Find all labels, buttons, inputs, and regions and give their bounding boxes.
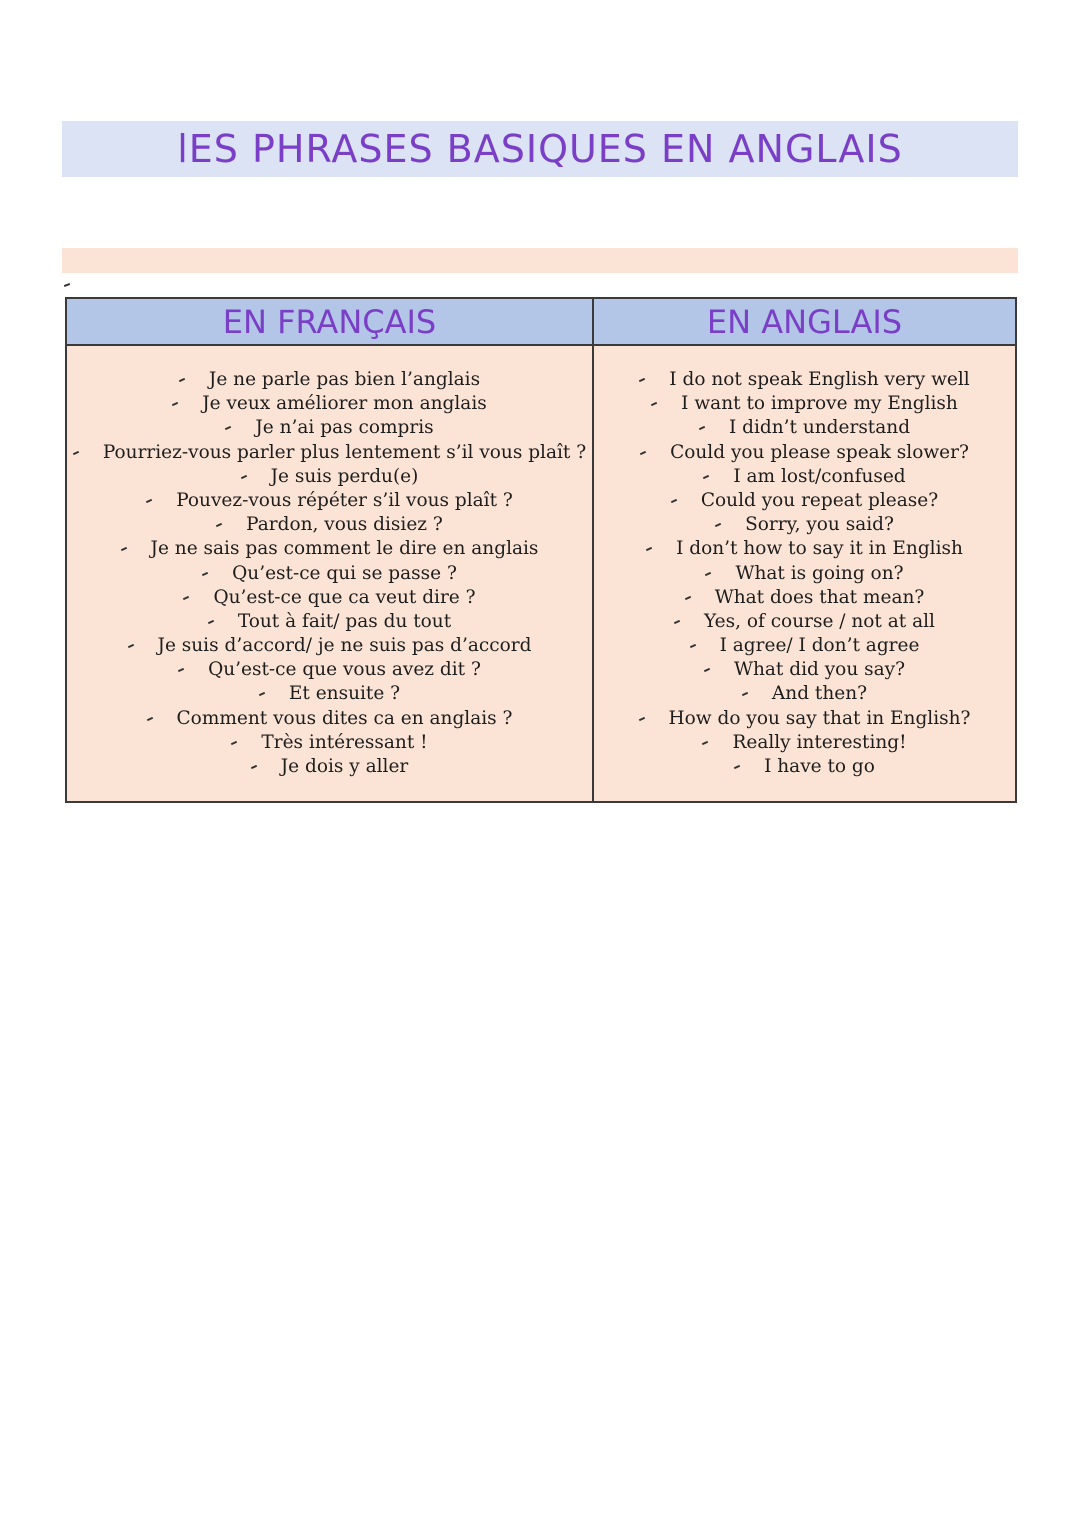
french-phrase-item	[67, 441, 592, 465]
phrase-text: Je ne sais pas comment le dire en anglais	[150, 538, 539, 560]
bullet-dash-icon	[715, 523, 721, 527]
title-banner	[62, 121, 1018, 177]
table-body-row	[66, 345, 1016, 802]
bullet-dash-icon	[742, 692, 748, 696]
bullet-dash-icon	[240, 475, 246, 479]
phrase-text: And then?	[771, 683, 868, 705]
french-column-header: EN FRANÇAIS	[66, 298, 593, 345]
french-phrase-item	[67, 537, 592, 561]
french-phrase-item	[67, 610, 592, 634]
french-cell	[66, 345, 593, 802]
french-phrase-item	[67, 513, 592, 537]
phrase-text: Qu’est-ce que vous avez dit ?	[208, 659, 481, 681]
french-phrase-item	[67, 682, 592, 706]
decorative-band	[62, 248, 1018, 273]
phrase-text: Je dois y aller	[280, 756, 409, 777]
french-phrase-item	[67, 562, 592, 586]
phrase-text: I do not speak English very well	[669, 369, 970, 390]
bullet-dash-icon	[646, 547, 652, 551]
phrase-text: Tout à fait/ pas du tout	[237, 610, 452, 632]
bullet-dash-icon	[640, 450, 646, 454]
english-phrase-item	[594, 586, 1015, 610]
bullet-dash-icon	[120, 547, 126, 551]
english-cell	[593, 345, 1016, 802]
bullet-dash-icon	[202, 571, 208, 575]
stray-dash-mark	[64, 283, 70, 287]
bullet-dash-icon	[671, 499, 677, 503]
phrase-text: What did you say?	[733, 659, 906, 681]
phrase-text: Je veux améliorer mon anglais	[202, 393, 487, 415]
english-phrase-item	[594, 634, 1015, 658]
english-phrase-item	[594, 392, 1015, 416]
bullet-dash-icon	[178, 668, 184, 672]
french-phrase-list	[67, 368, 592, 779]
phrase-text: Je suis perdu(e)	[270, 465, 419, 487]
bullet-dash-icon	[699, 426, 705, 430]
bullet-dash-icon	[251, 765, 257, 769]
english-phrase-item	[594, 416, 1015, 440]
phrase-text: I didn’t understand	[728, 417, 911, 439]
phrase-text: Je suis d’accord/ je ne suis pas d’accord	[157, 635, 532, 657]
phrase-text: Yes, of course / not at all	[704, 610, 935, 632]
phrase-text: How do you say that in English?	[668, 707, 971, 729]
french-phrase-item	[67, 416, 592, 440]
phrase-text: Pardon, vous disiez ?	[246, 514, 443, 536]
french-phrase-item	[67, 489, 592, 513]
english-phrase-item	[594, 562, 1015, 586]
phrase-text: I don’t how to say it in English	[676, 538, 963, 560]
phrase-text: What is going on?	[735, 562, 904, 584]
bullet-dash-icon	[146, 499, 152, 503]
english-phrase-item	[594, 489, 1015, 513]
english-phrase-item	[594, 610, 1015, 634]
table-header-row	[66, 298, 1016, 345]
bullet-dash-icon	[259, 692, 265, 696]
phrase-text: Pouvez-vous répéter s’il vous plaît ?	[176, 489, 513, 511]
phrase-text: Could you repeat please?	[700, 489, 939, 511]
page-title: lES PHRASES BASIQUES EN ANGLAIS	[177, 127, 903, 171]
phrase-text: I have to go	[764, 756, 875, 777]
english-phrase-item	[594, 441, 1015, 465]
bullet-dash-icon	[127, 644, 133, 648]
bullet-dash-icon	[651, 402, 657, 406]
bullet-dash-icon	[179, 378, 185, 382]
phrase-table	[65, 297, 1017, 803]
english-phrase-item	[594, 658, 1015, 682]
bullet-dash-icon	[674, 620, 680, 624]
phrase-text: What does that mean?	[714, 586, 925, 608]
bullet-dash-icon	[146, 716, 152, 720]
english-phrase-item	[594, 513, 1015, 537]
bullet-dash-icon	[734, 765, 740, 769]
french-phrase-item	[67, 465, 592, 489]
phrase-text: Could you please speak slower?	[670, 441, 969, 463]
english-phrase-item	[594, 707, 1015, 731]
bullet-dash-icon	[73, 450, 79, 454]
phrase-text: Qu’est-ce qui se passe ?	[232, 562, 457, 584]
bullet-dash-icon	[172, 402, 178, 406]
phrase-text: Sorry, you said?	[745, 514, 894, 536]
phrase-text: Qu’est-ce que ca veut dire ?	[213, 586, 476, 608]
phrase-text: I want to improve my English	[681, 393, 958, 415]
english-phrase-item	[594, 682, 1015, 706]
english-phrase-item	[594, 731, 1015, 755]
bullet-dash-icon	[702, 741, 708, 745]
bullet-dash-icon	[216, 523, 222, 527]
phrase-text: Comment vous dites ca en anglais ?	[176, 707, 513, 729]
french-phrase-item	[67, 392, 592, 416]
french-phrase-item	[67, 658, 592, 682]
phrase-text: Et ensuite ?	[288, 683, 401, 705]
english-phrase-item	[594, 537, 1015, 561]
bullet-dash-icon	[183, 596, 189, 600]
phrase-text: Pourriez-vous parler plus lentement s’il vous plaît ?	[102, 441, 587, 463]
french-phrase-item	[67, 731, 592, 755]
english-phrase-item	[594, 755, 1015, 779]
phrase-text: Je ne parle pas bien l’anglais	[208, 369, 481, 390]
bullet-dash-icon	[705, 571, 711, 575]
phrase-text: Je n’ai pas compris	[255, 417, 434, 439]
bullet-dash-icon	[638, 716, 644, 720]
french-phrase-item	[67, 755, 592, 779]
phrase-text: Really interesting!	[732, 731, 907, 753]
english-phrase-item	[594, 368, 1015, 392]
bullet-dash-icon	[639, 378, 645, 382]
french-phrase-item	[67, 368, 592, 392]
english-phrase-list	[594, 368, 1015, 779]
bullet-dash-icon	[689, 644, 695, 648]
bullet-dash-icon	[231, 741, 237, 745]
french-phrase-item	[67, 634, 592, 658]
phrase-text: I am lost/confused	[733, 465, 906, 487]
phrase-text: Très intéressant !	[261, 731, 428, 753]
french-phrase-item	[67, 586, 592, 610]
bullet-dash-icon	[703, 475, 709, 479]
bullet-dash-icon	[225, 426, 231, 430]
bullet-dash-icon	[208, 620, 214, 624]
bullet-dash-icon	[704, 668, 710, 672]
english-phrase-item	[594, 465, 1015, 489]
english-column-header: EN ANGLAIS	[593, 298, 1016, 345]
phrase-text: I agree/ I don’t agree	[719, 635, 920, 657]
bullet-dash-icon	[685, 596, 691, 600]
french-phrase-item	[67, 707, 592, 731]
